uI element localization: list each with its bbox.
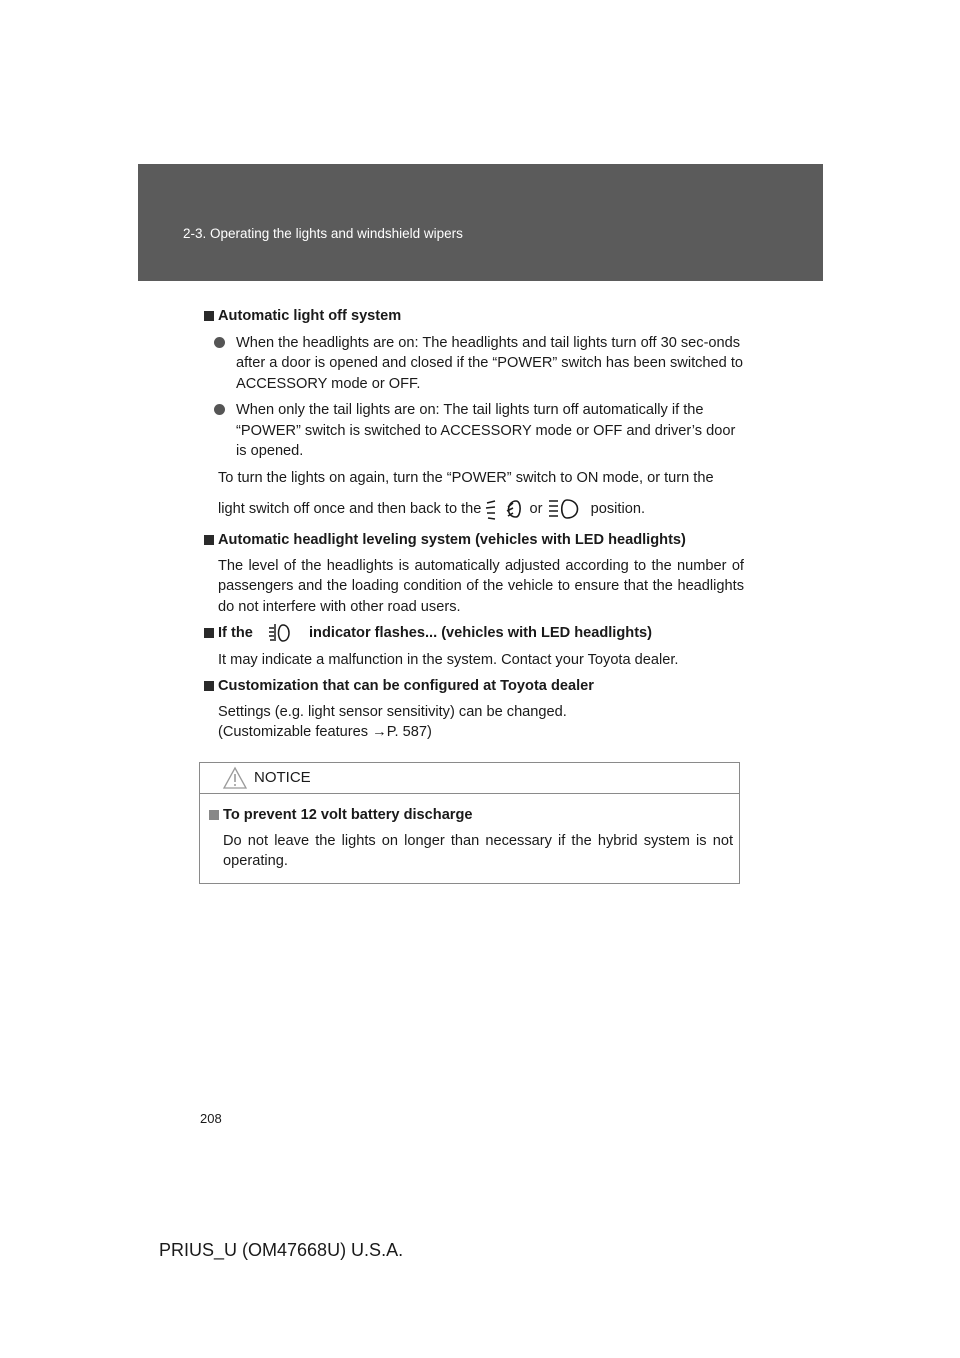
bullet-tail-lights-on: When only the tail lights are on: The tail lights turn off automatically if the “POWER” switch is switched to ACCESSORY mode or OFF and driver’s door is opened. bbox=[212, 400, 744, 462]
notice-body bbox=[209, 805, 733, 872]
page-number: 208 bbox=[200, 1111, 222, 1126]
main-content bbox=[208, 306, 744, 743]
notice-text: Do not leave the lights on longer than necessary if the hybrid system is not operating. bbox=[223, 832, 733, 869]
customization-body-line1: Settings (e.g. light sensor sensitivity) can be changed. bbox=[218, 703, 567, 720]
notice-box bbox=[199, 762, 740, 884]
notice-heading: To prevent 12 volt battery discharge bbox=[209, 805, 733, 826]
square-bullet-icon bbox=[204, 535, 214, 545]
square-bullet-icon bbox=[204, 681, 214, 691]
bullet-headlights-on: When the headlights are on: The headlights and tail lights turn off 30 sec-onds after a door is opened and closed if the “POWER” switch has been switched to ACCESSORY mode or OFF. bbox=[212, 333, 744, 395]
square-bullet-icon bbox=[209, 810, 219, 820]
round-bullet-icon bbox=[214, 337, 225, 348]
footer-model-code: PRIUS_U (OM47668U) U.S.A. bbox=[159, 1240, 404, 1260]
section-header-bar bbox=[138, 164, 823, 281]
square-bullet-icon bbox=[204, 311, 214, 321]
high-beam-headlight-icon bbox=[547, 497, 587, 521]
indicator-flashes-body: It may indicate a malfunction in the system. Contact your Toyota dealer. bbox=[218, 651, 679, 668]
headlight-leveling-body: The level of the headlights is automatically adjusted according to the number of passengers and the loading condition of the vehicle to ensure that the headlights do not interfere with other road users. bbox=[218, 557, 744, 615]
heading-headlight-leveling: Automatic headlight leveling system (vehicles with LED headlights) bbox=[204, 530, 744, 551]
heading-indicator-flashes: If the indicator flashes... (vehicles with LED headlights) bbox=[204, 623, 744, 644]
round-bullet-icon bbox=[214, 404, 225, 415]
heading-customization: Customization that can be configured at Toyota dealer bbox=[204, 676, 744, 697]
turn-on-again-line1: To turn the lights on again, turn the “POWER” switch to ON mode, or turn the bbox=[218, 469, 714, 486]
section-title: 2-3. Operating the lights and windshield wipers bbox=[183, 226, 463, 241]
heading-auto-light-off: Automatic light off system bbox=[204, 306, 744, 327]
customization-body-line2: (Customizable features →P. 587) bbox=[218, 724, 432, 740]
headlight-leveling-indicator-icon bbox=[257, 623, 305, 643]
square-bullet-icon bbox=[204, 628, 214, 638]
notice-title: NOTICE bbox=[254, 769, 311, 786]
low-beam-headlight-icon bbox=[485, 497, 525, 521]
notice-header bbox=[200, 763, 739, 794]
turn-on-again-line2: light switch off once and then back to the or position. bbox=[208, 496, 744, 522]
warning-triangle-icon bbox=[222, 766, 248, 790]
